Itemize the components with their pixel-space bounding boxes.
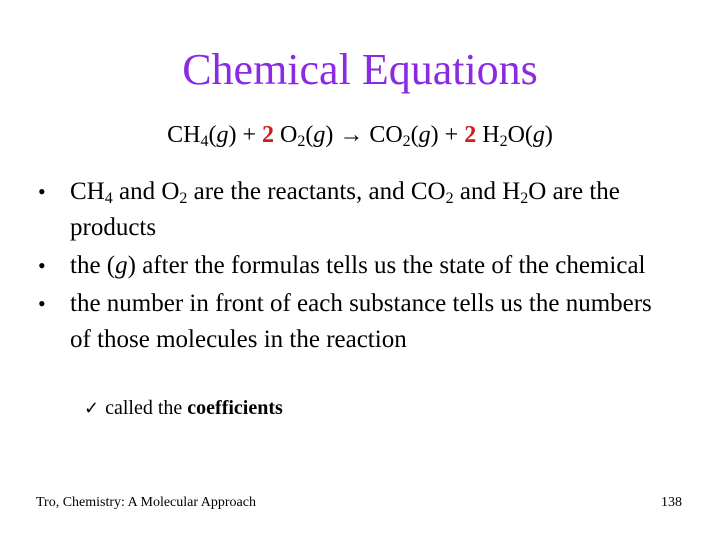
- formula-h2o: H: [476, 122, 500, 148]
- state-symbol: g: [216, 122, 229, 148]
- page-number: 138: [661, 495, 682, 510]
- formula-o2: O: [273, 122, 298, 148]
- subscript: 2: [297, 133, 306, 150]
- bullet-item-number: • the number in front of each substance tells us the numbers of those molecules in the reaction: [38, 286, 678, 358]
- reaction-arrow: →: [333, 122, 370, 148]
- slide-title: Chemical Equations: [182, 45, 538, 94]
- plus-sign: +: [236, 122, 262, 148]
- formula-co2: CO: [369, 122, 403, 148]
- state-symbol: g: [313, 122, 326, 148]
- bullet-icon: •: [38, 291, 46, 316]
- footer-source: Tro, Chemistry: A Molecular Approach: [36, 495, 256, 510]
- state-symbol: g: [532, 122, 545, 148]
- formula-ch4: CH: [167, 122, 201, 148]
- checkmark-icon: ✓: [84, 398, 100, 419]
- plus-sign: +: [438, 122, 465, 148]
- subscript: 2: [402, 133, 411, 150]
- bullet-icon: •: [38, 179, 46, 204]
- bullet-icon: •: [38, 253, 46, 278]
- bullet-item-reactants: • $CH_4$ and $O_2$ are the reactants, and $CO_2$ and $H_2O$ are the products: [38, 174, 678, 246]
- subscript: 2: [499, 133, 508, 150]
- sub-bullet-coefficients: ✓ called the coefficients: [84, 397, 283, 419]
- bullet-item-state: • the (g) after the formulas tells us the state of the chemical: [38, 248, 678, 284]
- formula-h2o-end: O: [507, 122, 525, 148]
- bullet-list: [38, 174, 678, 360]
- coefficient: 2: [464, 122, 477, 148]
- coefficients-term: coefficients: [187, 397, 283, 419]
- coefficient: 2: [261, 122, 274, 148]
- subscript: 4: [200, 133, 209, 150]
- state-symbol: g: [418, 122, 431, 148]
- chemical-equation: $CH_4(g) + 2$ $O_2(g) \to CO_2(g) + 2$ $H_2O(g)$: [167, 122, 553, 150]
